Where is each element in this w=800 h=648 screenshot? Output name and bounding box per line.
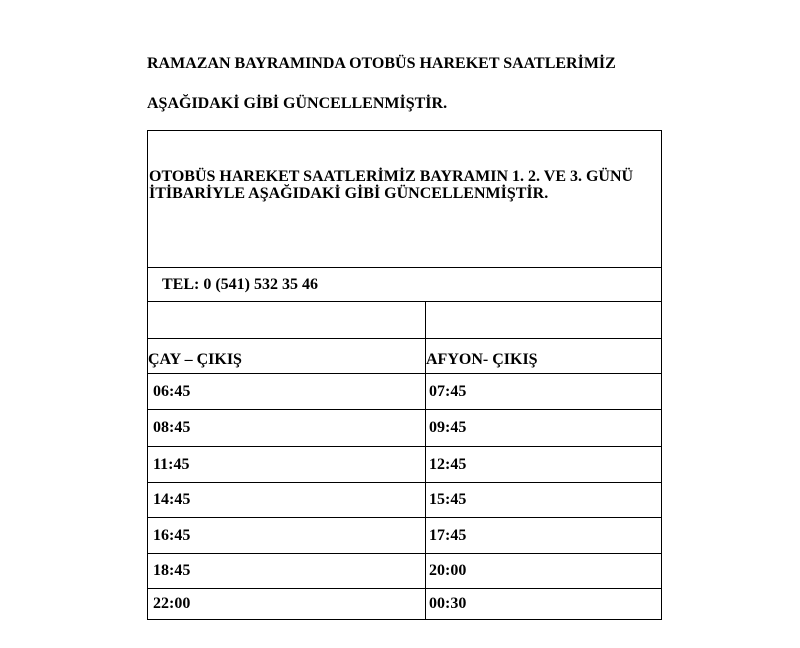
- page-title: RAMAZAN BAYRAMINDA OTOBÜS HAREKET SAATLERİMİZ: [147, 55, 616, 72]
- column-header-cay: ÇAY – ÇIKIŞ: [148, 351, 242, 368]
- afyon-departure-time: 20:00: [429, 562, 467, 579]
- table-row: [148, 410, 661, 447]
- afyon-departure-time: 15:45: [429, 491, 467, 508]
- table-row: [148, 518, 661, 554]
- cay-departure-time: 08:45: [148, 410, 426, 446]
- table-row: [148, 589, 661, 619]
- notice-row: [148, 131, 661, 268]
- afyon-departure-time: 09:45: [429, 419, 467, 436]
- table-row: [148, 554, 661, 589]
- afyon-departure-time: 07:45: [429, 382, 467, 400]
- column-header-right-cell: [426, 339, 661, 373]
- table-row: [148, 447, 661, 483]
- table-row: [148, 374, 661, 410]
- column-header-row: [148, 339, 661, 374]
- cay-departure-time: 18:45: [148, 554, 426, 588]
- afyon-departure-time: 00:30: [429, 595, 467, 612]
- schedule-table: [147, 130, 662, 620]
- empty-cell-left: [148, 302, 426, 338]
- cay-departure-time: 06:45: [148, 374, 426, 409]
- empty-cell-right: [426, 302, 661, 338]
- tel-row: [148, 268, 661, 302]
- cay-departure-time: 11:45: [148, 447, 426, 482]
- notice-text: OTOBÜS HAREKET SAATLERİMİZ BAYRAMIN 1. 2. VE 3. GÜNÜ İTİBARİYLE AŞAĞIDAKİ GİBİ GÜNCELLENMİŞTİR.: [149, 168, 634, 202]
- cay-departure-time: 14:45: [148, 483, 426, 517]
- afyon-departure-time: 17:45: [429, 526, 467, 544]
- empty-row: [148, 302, 661, 339]
- column-header-left-cell: [148, 339, 426, 373]
- cay-departure-time: 22:00: [148, 589, 426, 619]
- phone-number: TEL: 0 (541) 532 35 46: [162, 275, 318, 293]
- page-subtitle: AŞAĞIDAKİ GİBİ GÜNCELLENMİŞTİR.: [147, 95, 448, 112]
- column-header-afyon: AFYON- ÇIKIŞ: [426, 351, 538, 368]
- cay-departure-time: 16:45: [148, 518, 426, 553]
- afyon-departure-time: 12:45: [429, 455, 467, 473]
- table-row: [148, 483, 661, 518]
